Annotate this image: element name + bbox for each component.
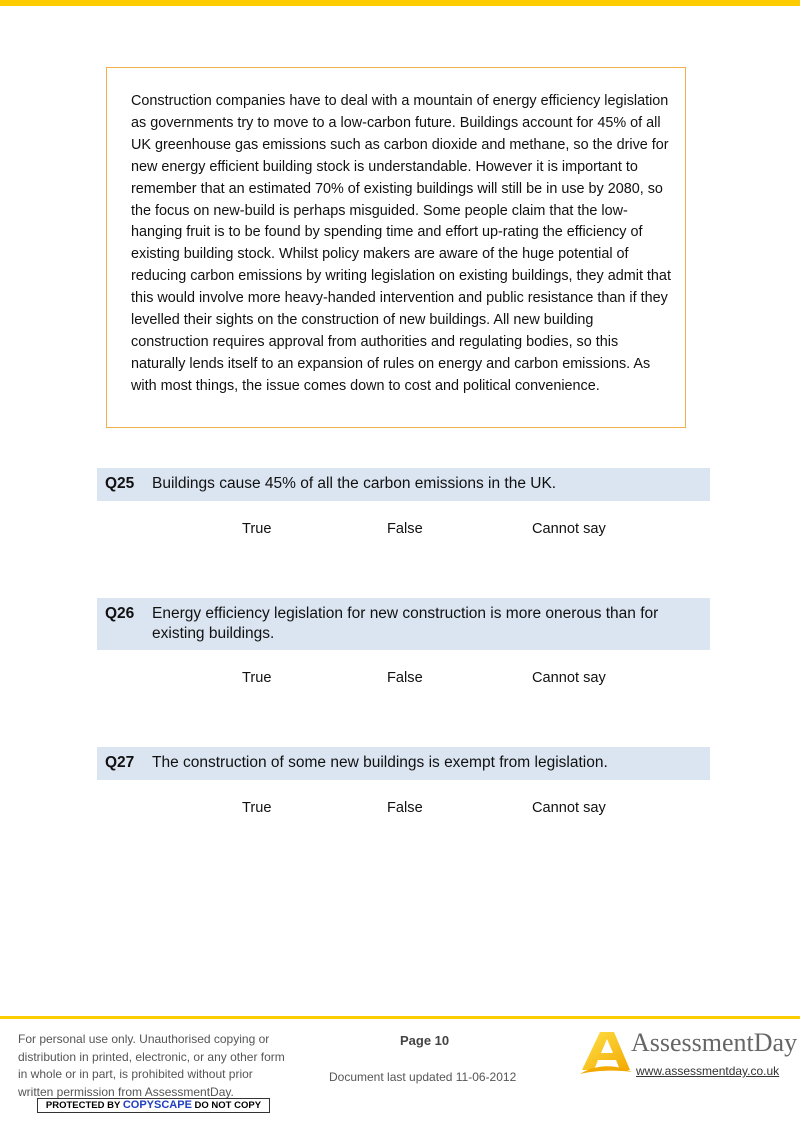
question-text: Energy efficiency legislation for new construction is more onerous than for existing buildings.: [152, 605, 659, 642]
q25-option-true[interactable]: True: [242, 521, 272, 537]
top-rule: [0, 0, 800, 6]
question-text: Buildings cause 45% of all the carbon emissions in the UK.: [152, 475, 557, 492]
assessmentday-logo-icon: [578, 1030, 634, 1076]
last-updated: Document last updated 11-06-2012: [329, 1070, 517, 1084]
footer-rule: [0, 1016, 800, 1019]
q27-option-true[interactable]: True: [242, 800, 272, 816]
question-number: Q27: [105, 754, 135, 771]
copyscape-brand: COPYSCAPE: [122, 1099, 192, 1111]
copyscape-post: DO NOT COPY: [194, 1100, 262, 1111]
question-text: The construction of some new buildings is exempt from legislation.: [152, 754, 608, 771]
page-number: Page 10: [400, 1033, 450, 1048]
question-bar-q27: [97, 747, 710, 780]
copyscape-badge[interactable]: [37, 1098, 270, 1113]
q25-option-false[interactable]: False: [387, 521, 423, 537]
copyright-notice: For personal use only. Unauthorised copying or distribution in printed, electronic, or any other form in whole or in part, is prohibited without prior written permission from AssessmentDay.: [18, 1032, 285, 1099]
q27-option-false[interactable]: False: [387, 800, 423, 816]
question-number: Q25: [105, 475, 135, 492]
copyscape-pre: PROTECTED BY: [45, 1100, 121, 1111]
question-bar-q25: [97, 468, 710, 501]
q27-option-cannot-say[interactable]: Cannot say: [532, 800, 606, 816]
passage-box: [106, 67, 686, 428]
website-link[interactable]: www.assessmentday.co.uk: [636, 1064, 780, 1078]
q26-option-cannot-say[interactable]: Cannot say: [532, 670, 606, 686]
q26-option-false[interactable]: False: [387, 670, 423, 686]
logo-wordmark: AssessmentDay: [631, 1028, 798, 1057]
q25-option-cannot-say[interactable]: Cannot say: [532, 521, 606, 537]
question-bar-q26: [97, 598, 710, 650]
passage-text: Construction companies have to deal with a mountain of energy efficiency legislation as governments try to move to a low-carbon future. Buildings account for 45% of all UK greenhouse gas emissions such as carbon dioxide and methane, so the drive for new energy efficient building stock is understandable. However it is important to remember that an estimated 70% of existing buildings will still be in use by 2080, so the focus on new-build is perhaps misguided. Some people claim that the low-hanging fruit is to be found by spending time and effort up-rating the efficiency of existing building stock. Whilst policy makers are aware of the huge potential of reducing carbon emissions by writing legislation on existing buildings, they admit that this would involve more heavy-handed intervention and public resistance than if they levelled their sights on the construction of new buildings. All new building construction requires approval from authorities and regulating bodies, so this naturally lends itself to an expansion of rules on energy and carbon emissions. As with most things, the issue comes down to cost and political convenience.: [131, 93, 671, 394]
q26-option-true[interactable]: True: [242, 670, 272, 686]
question-number: Q26: [105, 605, 135, 622]
